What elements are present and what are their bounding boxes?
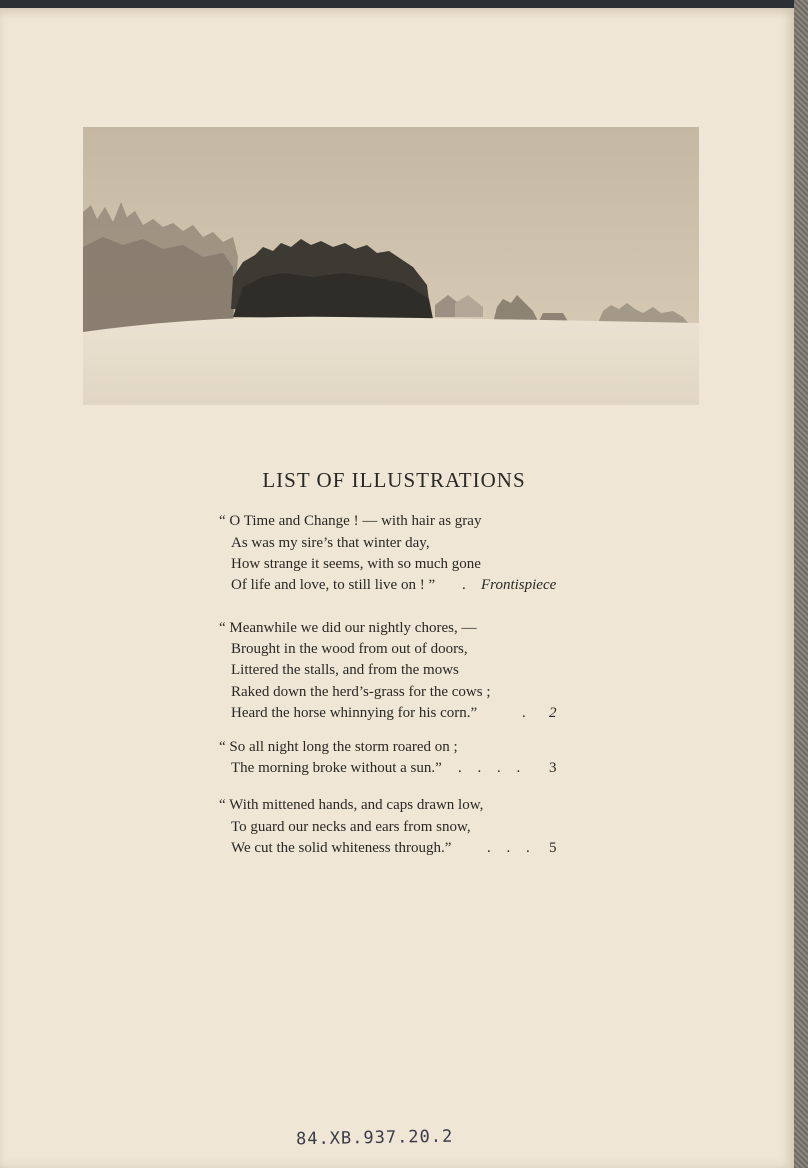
entry-line: “ Meanwhile we did our nightly chores, — <box>219 620 477 636</box>
binding-cloth-edge <box>794 0 808 1168</box>
page-reference: 5 <box>549 840 557 856</box>
scan-top-edge <box>0 0 808 8</box>
page-reference: 2 <box>549 705 557 721</box>
entry-line: Of life and love, to still live on ! ” <box>231 577 436 593</box>
entry-line: To guard our necks and ears from snow, <box>231 819 471 835</box>
leader-dots: . . . . <box>458 760 527 776</box>
entry-line: Littered the stalls, and from the mows <box>231 662 459 678</box>
handwritten-call-number: 84.XB.937.20.2 <box>295 1126 454 1150</box>
entry-line: “ So all night long the storm roared on ; <box>219 739 458 755</box>
leader-dots: . <box>522 705 532 721</box>
page-title: LIST OF ILLUSTRATIONS <box>262 468 526 492</box>
entry-line: Heard the horse whinnying for his corn.” <box>231 705 478 721</box>
winter-landscape-photo <box>83 127 699 405</box>
entry-line: Brought in the wood from out of doors, <box>231 641 468 657</box>
page-reference: Frontispiece <box>481 577 557 593</box>
entry-line: How strange it seems, with so much gone <box>231 556 481 572</box>
entry-line: We cut the solid whiteness through.” <box>231 840 452 856</box>
leader-dots: . . . <box>487 840 536 856</box>
entry-line: The morning broke without a sun.” <box>231 760 442 776</box>
entry-line: “ O Time and Change ! — with hair as gray <box>219 513 482 529</box>
entry-line: As was my sire’s that winter day, <box>231 535 430 551</box>
leader-dots: . <box>462 577 472 593</box>
page-reference: 3 <box>549 760 557 776</box>
entry-line: “ With mittened hands, and caps drawn low, <box>219 797 484 813</box>
entry-line: Raked down the herd’s-grass for the cows ; <box>231 684 491 700</box>
